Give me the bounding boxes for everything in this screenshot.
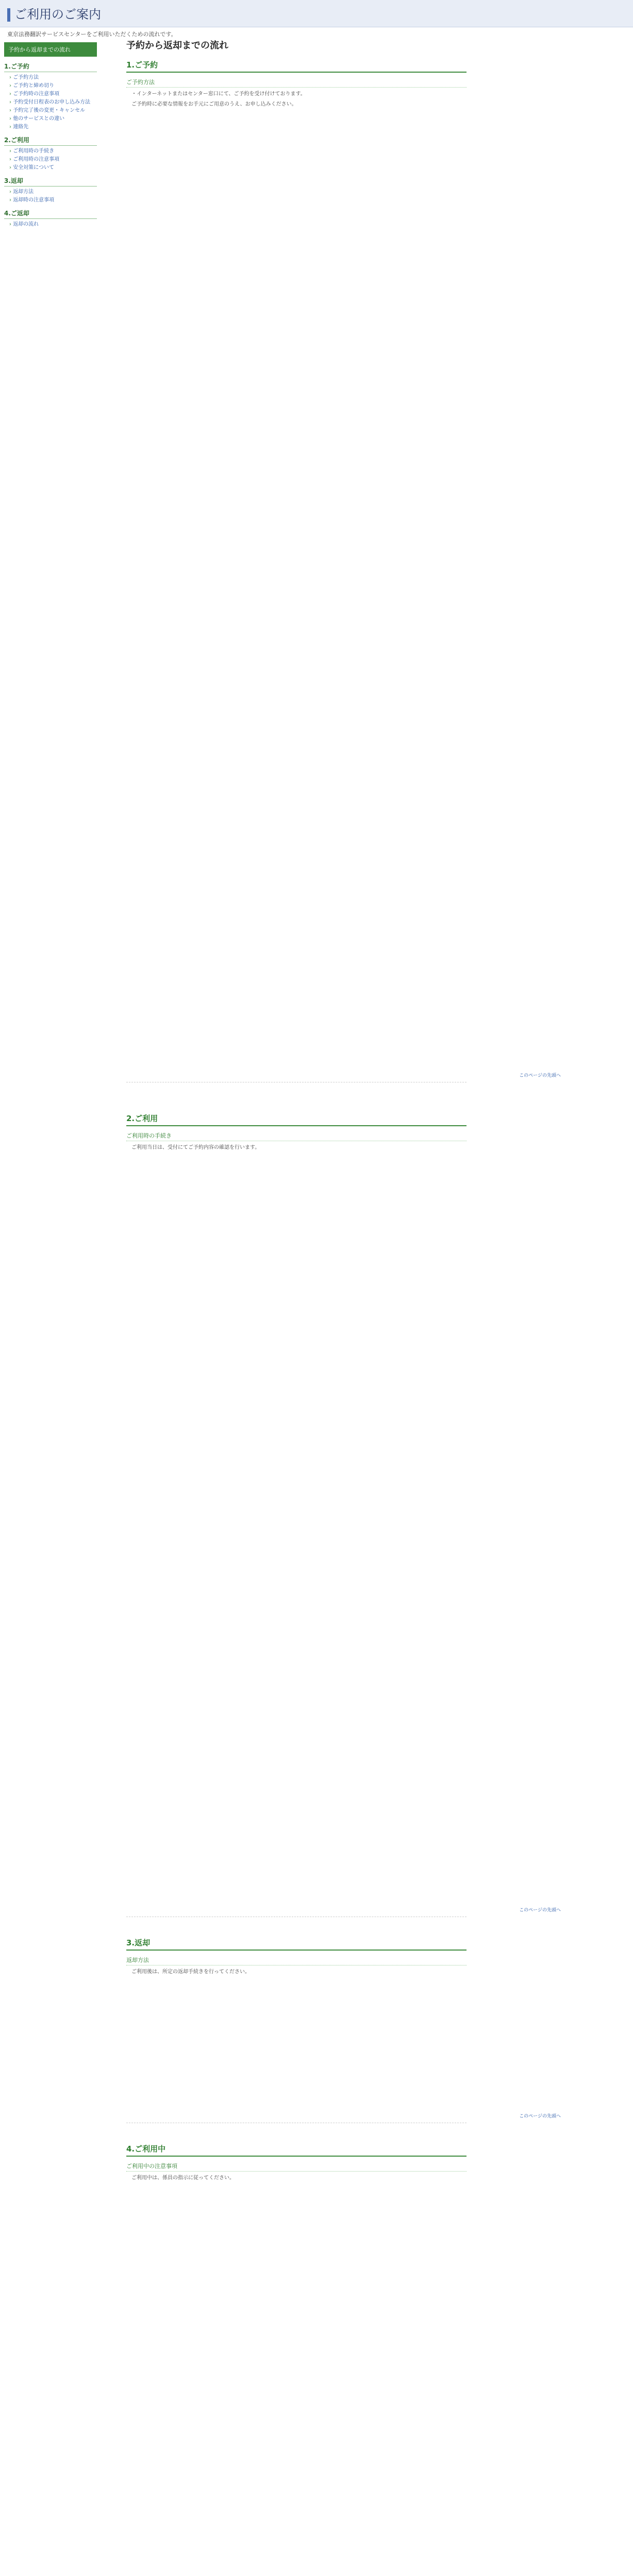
section-3	[126, 1937, 570, 1976]
section-2	[126, 1113, 570, 1151]
section-subtitle: ご利用時の手続き	[126, 1131, 467, 1141]
section-subtitle: 返却方法	[126, 1956, 467, 1965]
header-bar	[0, 0, 633, 27]
sidebar-link[interactable]: › 返却の流れ	[9, 221, 97, 228]
sidebar-section-title[interactable]: 3.返却	[4, 176, 97, 187]
section-paragraph: ご予約時に必要な情報をお手元にご用意のうえ、お申し込みください。	[131, 101, 297, 107]
sidebar-section-title[interactable]: 1.ご予約	[4, 62, 97, 72]
section-paragraph: ・インターネットまたはセンター窓口にて、ご予約を受け付けております。	[131, 91, 306, 97]
section-subtitle: ご予約方法	[126, 78, 467, 88]
to-top-link[interactable]: このページの先頭へ	[519, 1073, 561, 1078]
sidebar-link[interactable]: › 返却方法	[9, 189, 97, 195]
main-page-title: 予約から返却までの流れ	[126, 40, 228, 51]
sidebar-top-link[interactable]: 予約から返却までの流れ	[4, 42, 97, 57]
to-top-link[interactable]: このページの先頭へ	[519, 2114, 561, 2119]
to-top-link[interactable]: このページの先頭へ	[519, 1908, 561, 1913]
section-1	[126, 59, 570, 108]
section-title: 1.ご予約	[126, 59, 467, 73]
section-paragraph: ご利用後は、所定の返却手続きを行ってください。	[131, 1969, 250, 1975]
sidebar-link[interactable]: › 連絡先	[9, 124, 97, 130]
section-paragraph: ご利用当日は、受付にてご予約内容の確認を行います。	[131, 1145, 260, 1150]
main-content	[126, 38, 570, 59]
section-title: 3.返却	[126, 1937, 467, 1951]
sidebar-link[interactable]: › ご予約と締め切り	[9, 82, 97, 89]
sidebar-link[interactable]: › 安全対策について	[9, 164, 97, 171]
section-title: 4.ご利用中	[126, 2143, 467, 2157]
sidebar-link[interactable]: › 返却時の注意事項	[9, 197, 97, 204]
section-subtitle: ご利用中の注意事項	[126, 2162, 467, 2172]
section-title: 2.ご利用	[126, 1113, 467, 1126]
sidebar-link[interactable]: › ご利用時の注意事項	[9, 156, 97, 163]
sidebar-link[interactable]: › 他のサービスとの違い	[9, 115, 97, 122]
sidebar-link[interactable]: › 予約完了後の変更・キャンセル	[9, 107, 97, 114]
sidebar-section-title[interactable]: 2.ご利用	[4, 135, 97, 146]
intro-text: 東京法務翻訳サービスセンターをご利用いただくための流れです。	[7, 31, 177, 38]
sidebar-link[interactable]: › ご利用時の手続き	[9, 148, 97, 155]
section-4	[126, 2143, 570, 2182]
sidebar-link[interactable]: › ご予約時の注意事項	[9, 91, 97, 97]
section-paragraph: ご利用中は、係員の指示に従ってください。	[131, 2175, 235, 2181]
sidebar	[4, 42, 97, 229]
sidebar-section-title[interactable]: 4.ご返却	[4, 209, 97, 219]
sidebar-link[interactable]: › ご予約方法	[9, 74, 97, 81]
sidebar-link[interactable]: › 予約受付日程表のお申し込み方法	[9, 99, 97, 106]
page-header-title: ご利用のご案内	[7, 4, 101, 22]
